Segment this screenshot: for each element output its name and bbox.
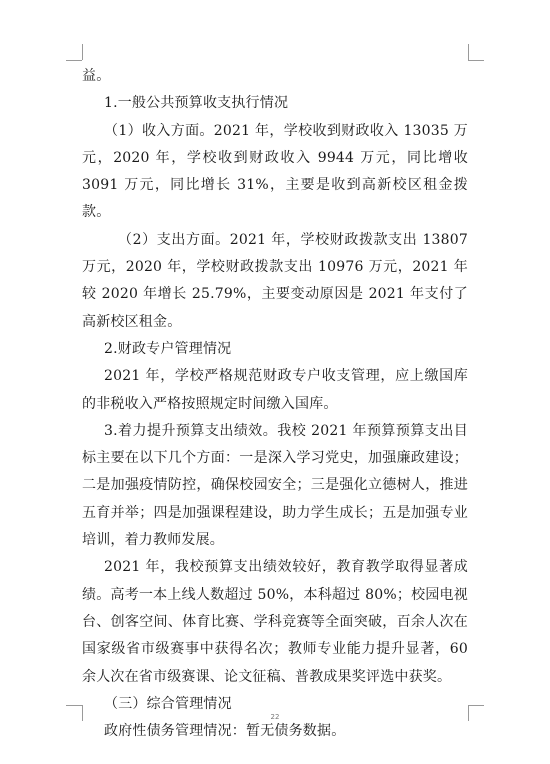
paragraph-performance-goals: 3.着力提升预算支出绩效。我校 2021 年预算预算支出目标主要在以下几个方面：一是深入学习党史，加强廉政建设；二是加强疫情防控，确保校园安全；三是强化立德树人，推进五育并举；四是加强课程建设，助力学生成长；五是加强专业培训，着力教师发展。 [82,422,468,549]
heading-special-account: 2.财政专户管理情况 [104,340,232,357]
heading-comprehensive-management: （三）综合管理情况 [104,695,232,712]
paragraph-debt: 政府性债务管理情况：暂无债务数据。 [104,723,346,740]
paragraph-continuation: 益。 [82,68,111,84]
paragraph-income: （1）收入方面。2021 年，学校收到财政收入 13035 万元，2020 年，学校收到财政收入 9944 万元，同比增收 3091 万元，同比增长 31%，主要是收到高新校区租金拨款。 [82,122,468,221]
paragraph-special-account: 2021 年，学校严格规范财政专户收支管理，应上缴国库的非税收入严格按照规定时间缴入国库。 [82,368,468,412]
document-body [82,63,468,745]
paragraph-performance-results: 2021 年，我校预算支出绩效较好，教育教学取得显著成绩。高考一本上线人数超过 50%，本科超过 80%；校园电视台、创客空间、体育比赛、学科竞赛等全面突破，百余人次在国家级省市级赛事中获得名次；教师专业能力提升显著，60 余人次在省市级赛课、论文征稿、普教成果奖评选中获奖。 [82,559,468,685]
page-number: 22 [270,713,280,721]
paragraph-expenditure: （2）支出方面。2021 年，学校财政拨款支出 13807 万元，2020 年，学校财政拨款支出 10976 万元，2021 年较 2020 年增长 25.79%，主要变动原因是 2021 年支付了高新校区租金。 [82,231,468,330]
heading-general-budget: 1.一般公共预算收支执行情况 [104,95,289,112]
